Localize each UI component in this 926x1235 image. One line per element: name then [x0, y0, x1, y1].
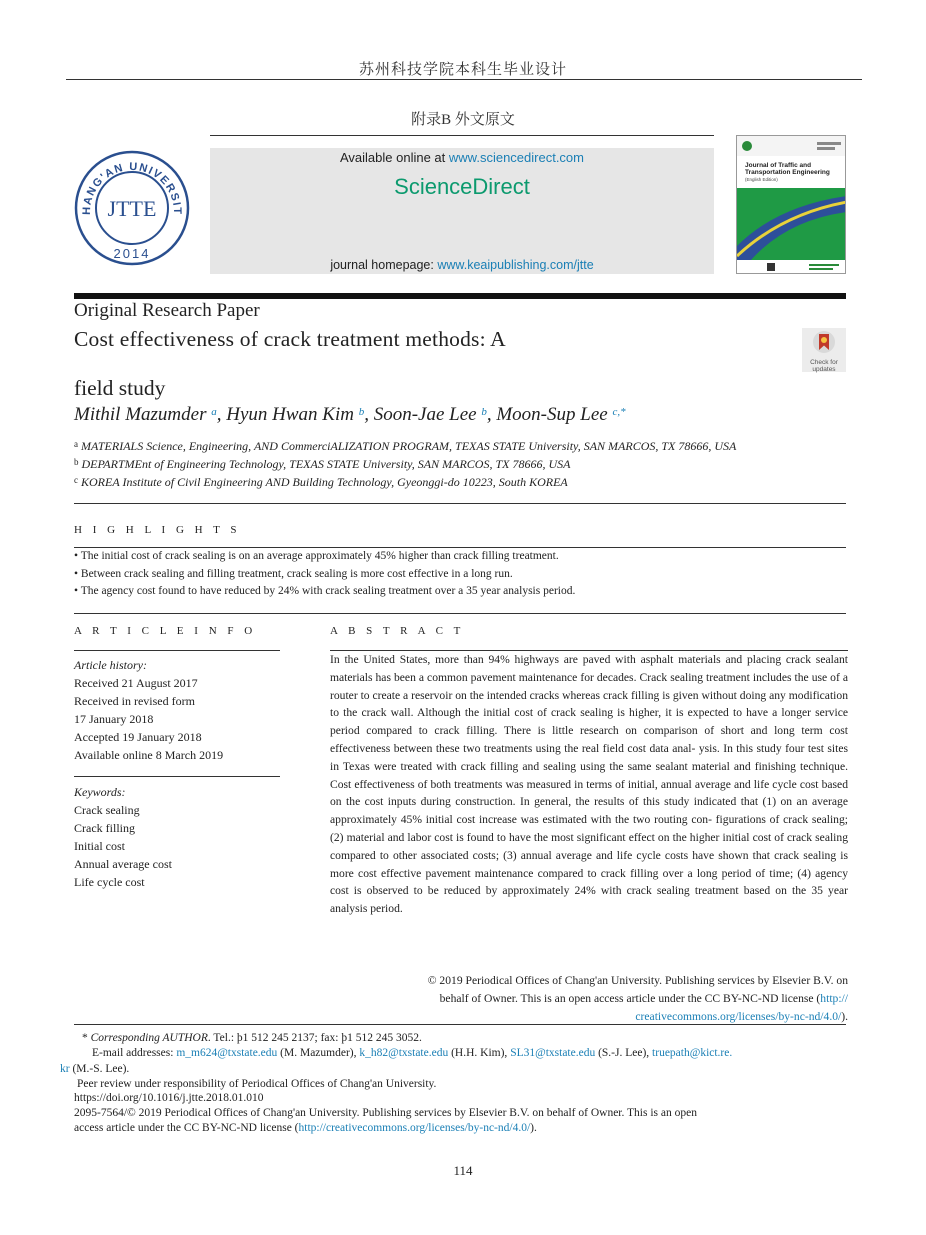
license-end: ).	[530, 1122, 537, 1134]
affiliation-mark: c	[74, 475, 78, 485]
paper-title-line-1: Cost effectiveness of crack treatment methods: A	[74, 327, 506, 351]
author-name: Hyun Hwan Kim	[226, 404, 354, 425]
homepage-prefix: journal homepage:	[330, 258, 438, 272]
highlight-item: • Between crack sealing and filling treatment, crack sealing is more cost effective in a long run.	[74, 568, 513, 580]
license-link[interactable]: http://	[820, 991, 848, 1005]
peer-review-note: Peer review under responsibility of Periodical Offices of Chang'an University.	[77, 1078, 437, 1090]
issn-line: 2095-7564/© 2019 Periodical Offices of Chang'an University. Publishing services by Elsevier B.V. on behalf of Owner. This is an open	[74, 1107, 697, 1119]
email-note	[74, 1046, 850, 1062]
author-list	[74, 404, 626, 426]
page-number: 114	[453, 1163, 473, 1178]
highlight-text: The agency cost found to have reduced by 24% with crack sealing treatment over a 35 year analysis period.	[80, 585, 576, 597]
journal-cover	[736, 135, 846, 274]
license-url[interactable]: http://creativecommons.org/licenses/by-nc-nd/4.0/	[298, 1122, 531, 1134]
copyright-line-1: © 2019 Periodical Offices of Chang'an University. Publishing services by Elsevier B.V. on	[427, 974, 848, 987]
highlight-item: • The agency cost found to have reduced by 24% with crack sealing treatment over a 35 year analysis period.	[74, 585, 576, 597]
highlight-text: Between crack sealing and filling treatment, crack sealing is more cost effective in a long run.	[80, 568, 513, 580]
sciencedirect-link[interactable]: www.sciencedirect.com	[448, 150, 584, 165]
history-item: Received in revised form	[74, 694, 195, 708]
history-item: Received 21 August 2017	[74, 676, 198, 690]
highlights-heading: H I G H L I G H T S	[74, 524, 241, 536]
history-item: Accepted 19 January 2018	[74, 730, 202, 744]
email-link[interactable]: m_m624@txstate.edu	[176, 1047, 278, 1059]
paper-title-line-2: field study	[74, 376, 166, 400]
affiliation-mark: b	[74, 457, 79, 467]
cover-subtitle: (English Edition)	[745, 177, 778, 182]
abstract-heading: A B S T R A C T	[330, 625, 465, 637]
highlights-end-rule	[74, 613, 846, 614]
affiliation-text: MATERIALS Science, Engineering, AND CommerciALIZATION PROGRAM, TEXAS STATE University, SAN MARCOS, TX 78666, USA	[81, 439, 737, 453]
appendix-title: 附录B 外文原文	[411, 112, 515, 128]
article-info-heading: A R T I C L E I N F O	[74, 625, 257, 637]
author-separator: ,	[216, 404, 227, 425]
email-owner: (S.-J. Lee),	[595, 1047, 653, 1059]
cover-title: Journal of Traffic and Transportation Engineering	[745, 162, 830, 176]
license-link-continued[interactable]: creativecommons.org/licenses/by-nc-nd/4.0/	[635, 1009, 842, 1023]
abstract-copyright	[348, 972, 848, 1025]
email-link-continued[interactable]: kr	[60, 1063, 70, 1075]
highlight-text: The initial cost of crack sealing is on an average approximately 45% higher than crack filling treatment.	[80, 550, 559, 562]
keyword: Life cycle cost	[74, 875, 145, 889]
author-affiliation-mark[interactable]: a	[211, 406, 217, 418]
highlight-item: • The initial cost of crack sealing is on an average approximately 45% higher than crack filling treatment.	[74, 550, 559, 562]
journal-homepage	[210, 258, 714, 272]
author-affiliation-mark[interactable]: c,*	[612, 406, 626, 418]
highlights-rule	[74, 547, 846, 548]
author-separator: ,	[486, 404, 497, 425]
author-name: Moon-Sup Lee	[496, 404, 608, 425]
author-affiliation-mark[interactable]: b	[358, 406, 365, 418]
corresponding-author-note	[82, 1031, 422, 1047]
corresponding-contact: . Tel.: þ1 512 245 2137; fax: þ1 512 245 3052.	[207, 1032, 422, 1044]
check-for-updates-button[interactable]	[802, 328, 846, 372]
author	[496, 404, 625, 425]
email-owner: (M.-S. Lee).	[69, 1063, 130, 1075]
keyword: Crack sealing	[74, 803, 140, 817]
copyright-line-3	[348, 1008, 848, 1026]
keyword: Crack filling	[74, 821, 135, 835]
email-owner: (M. Mazumder),	[277, 1047, 360, 1059]
email-owner: (H.H. Kim),	[448, 1047, 511, 1059]
keyword: Annual average cost	[74, 857, 172, 871]
copyright-line-2	[348, 990, 848, 1008]
license-prefix: access article under the CC BY-NC-ND license (	[74, 1122, 299, 1134]
keywords-rule	[74, 776, 280, 777]
copyright-text: behalf of Owner. This is an open access article under the CC BY-NC-ND license (	[439, 991, 821, 1005]
author-name: Soon-Jae Lee	[373, 404, 477, 425]
affiliation-text: DEPARTMEnt of Engineering Technology, TEXAS STATE University, SAN MARCOS, TX 78666, USA	[81, 457, 571, 471]
footnote-rule	[74, 1024, 846, 1025]
affiliation-mark: a	[74, 439, 78, 449]
email-label: E-mail addresses:	[92, 1047, 177, 1059]
history-label: Article history:	[74, 658, 147, 672]
author	[74, 404, 226, 425]
header-rule	[66, 79, 862, 80]
author	[226, 404, 373, 425]
affiliation-b	[74, 457, 570, 472]
appendix-rule	[210, 135, 714, 136]
license-line	[74, 1121, 537, 1137]
doi-link[interactable]: https://doi.org/10.1016/j.jtte.2018.01.010	[74, 1092, 264, 1104]
sciencedirect-banner	[210, 148, 714, 274]
email-link[interactable]: truepath@kict.re.	[652, 1047, 733, 1059]
running-header: 苏州科技学院本科生毕业设计	[358, 62, 567, 78]
paper-type: Original Research Paper	[74, 300, 260, 321]
email-link[interactable]: k_h82@txstate.edu	[359, 1047, 449, 1059]
title-bar	[74, 293, 846, 299]
check-updates-label: Check for updates	[810, 359, 838, 373]
email-note-continued	[60, 1062, 129, 1078]
footnote-star: *	[82, 1032, 88, 1044]
bookmark-icon	[812, 330, 836, 354]
affiliation-text: KOREA Institute of Civil Engineering AND Building Technology, Gyeonggi-do 10223, South KOREA	[81, 475, 568, 489]
email-link[interactable]: SL31@txstate.edu	[510, 1047, 596, 1059]
author-affiliation-mark[interactable]: b	[481, 406, 487, 418]
author-separator: ,	[364, 404, 374, 425]
jtte-logo	[74, 150, 190, 266]
copyright-end: ).	[841, 1009, 848, 1023]
abstract-text: In the United States, more than 94% highways are paved with asphalt materials and placing crack sealant materials has been a common pavement maintenance for decades. Crack sealing treatment includes the use of a router to create a reservoir on the intended cracks whereas crack filling is given without doing any modification to the crack wall. Although the initial cost of crack sealing is higher, it is expected to have a longer service period compared to crack filling. There is little research on comparison of short and long term cost effectiveness between these two treatments using the real field cost data anal- ysis. In this study four test sites in Texas were treated with crack filling and sealing using the same sealant material and finishing technique. Cost effectiveness of both treatments was measured in terms of initial, annual average and life cycle cost based on the cost inputs during construction. In general, the results of this study indicated that (1) on an average approximately 45% initial cost increase was estimated with the two routing con- figurations of crack sealing; (2) material and labor cost is found to have the most significant effect on the higher initial cost of crack sealing compared to other associated costs; (3) annual average and life cycle costs have shown that crack sealing is more cost effective pavement maintenance compared to crack filling over a long period of time; (4) agency cost is observed to be reduced by approximately 24% with crack sealing treatment based on the 35 year analysis period.	[330, 653, 848, 916]
logo-text: JTTE	[107, 196, 157, 221]
available-online	[210, 150, 714, 165]
corresponding-label: Corresponding AUTHOR	[90, 1032, 208, 1044]
history-item: Available online 8 March 2019	[74, 748, 224, 762]
available-prefix: Available online at	[339, 150, 449, 165]
affiliation-rule	[74, 503, 846, 504]
logo-year: 2014	[113, 246, 151, 261]
homepage-link[interactable]: www.keaipublishing.com/jtte	[437, 258, 594, 272]
keywords-label: Keywords:	[74, 785, 126, 799]
sciencedirect-brand: ScienceDirect	[394, 174, 530, 199]
keyword: Initial cost	[74, 839, 125, 853]
author	[374, 404, 497, 425]
affiliation-a	[74, 439, 736, 454]
history-item: 17 January 2018	[74, 712, 154, 726]
logo-ring-text: HANG'AN UNIVERSIT	[80, 160, 184, 216]
author-name: Mithil Mazumder	[74, 404, 207, 425]
affiliation-c	[74, 475, 568, 490]
article-info	[74, 650, 280, 891]
